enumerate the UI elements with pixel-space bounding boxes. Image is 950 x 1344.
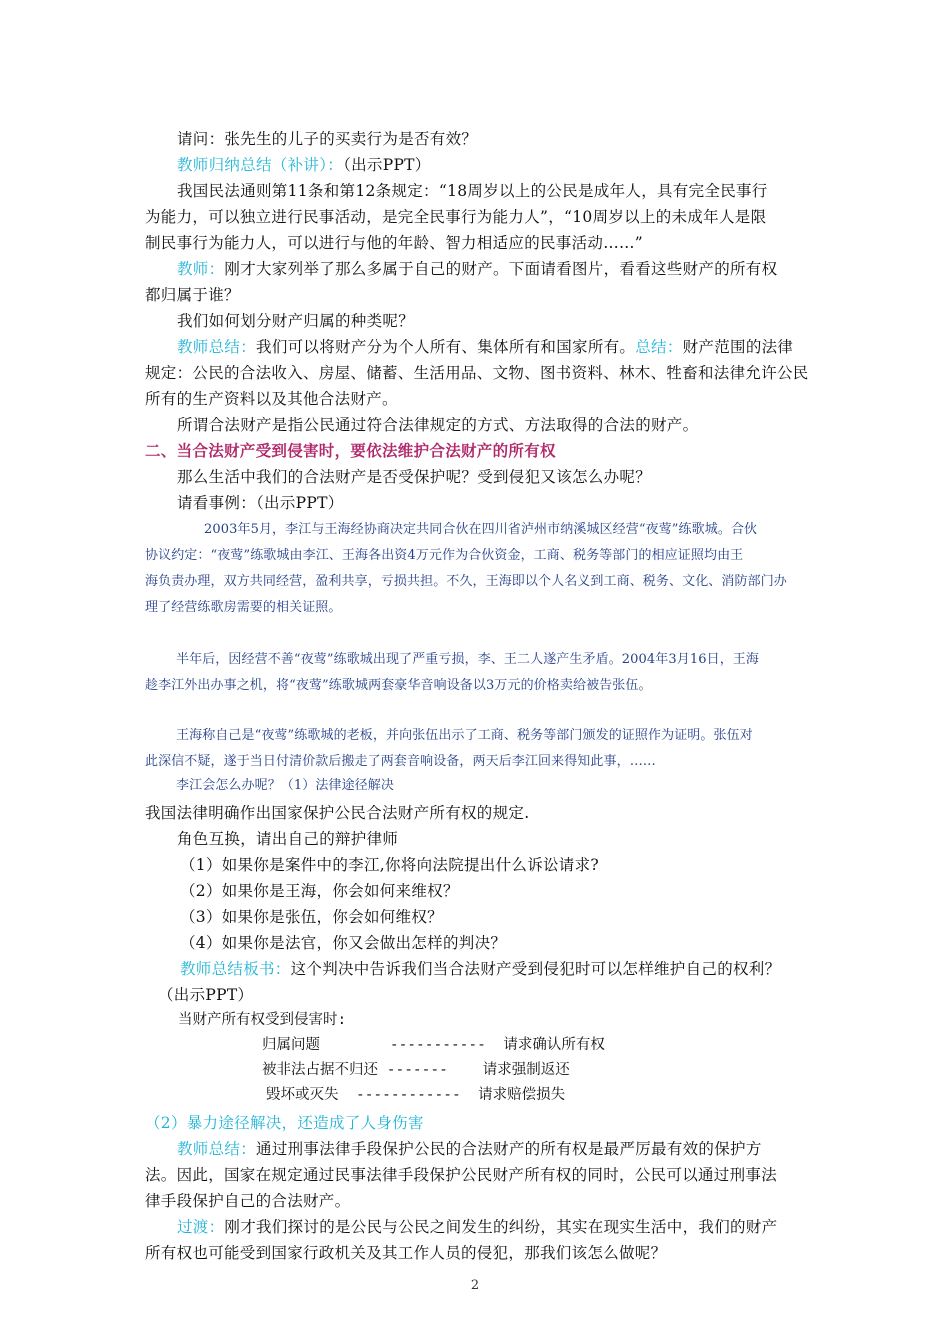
- paragraph: [177, 152, 849, 178]
- paragraph-line: 律手段保护自己的合法财产。: [145, 1192, 351, 1210]
- paragraph-line: 所有权也可能受到国家行政机关及其工作人员的侵犯，那我们该怎么做呢？: [145, 1244, 667, 1262]
- teacher-label: 教师总结：: [177, 338, 257, 356]
- paragraph-text: （出示PPT）: [343, 156, 431, 174]
- case-text: 此深信不疑，遂于当日付清价款后搬走了两套音响设备，两天后李江回来得知此事，……: [145, 754, 656, 769]
- case-text: 李江会怎么办呢？（1）法律途径解决: [176, 778, 394, 793]
- case-text: 半年后，因经营不善“夜莺”练歌城出现了严重亏损，李、王二人遂产生矛盾。2004年3月16日，王海: [176, 652, 759, 667]
- section-heading: 二、当合法财产受到侵害时，要依法维护合法财产的所有权: [145, 441, 556, 460]
- teacher-label: 教师归纳总结（补讲）：: [177, 156, 344, 174]
- paragraph-line: 角色互换，请出自己的辩护律师: [177, 830, 399, 848]
- list-item: （3）如果你是张伍，你会如何维权？: [180, 908, 443, 926]
- paragraph-line: 制民事行为能力人，可以进行与他的年龄、智力相适应的民事活动……”: [145, 234, 644, 252]
- board-line: 归属问题 ----------- 请求确认所有权: [262, 1037, 605, 1053]
- case-text: 协议约定：“夜莺”练歌城由李江、王海各出资4万元作为合伙资金，工商、税务等部门的相应证照均由王: [145, 548, 744, 563]
- board-line: 被非法占据不归还 ------- 请求强制返还: [262, 1062, 570, 1078]
- paragraph-text: 财产范围的法律: [682, 338, 794, 356]
- case-text: 趁李江外出办事之机，将“夜莺”练歌城两套豪华音响设备以3万元的价格卖给被告张伍。: [145, 678, 652, 693]
- teacher-label: 教师总结：: [177, 1140, 257, 1158]
- paragraph: [177, 256, 849, 282]
- paragraph-text: 我们可以将财产分为个人所有、集体所有和国家所有。: [256, 338, 636, 356]
- paragraph-line: 都归属于谁？: [145, 286, 240, 304]
- paragraph-line: 那么生活中我们的合法财产是否受保护呢？受到侵犯又该怎么办呢？: [177, 468, 652, 486]
- case-text: 2003年5月，李江与王海经协商决定共同合伙在四川省泸州市纳溪城区经营“夜莺”练歌城。合伙: [204, 522, 758, 537]
- paragraph-line: 我国民法通则第11条和第12条规定：“18周岁以上的公民是成年人，具有完全民事行: [177, 182, 768, 200]
- paragraph-line: 规定：公民的合法收入、房屋、储蓄、生活用品、文物、图书资料、林木、牲畜和法律允许公民: [145, 364, 809, 382]
- paragraph-line: （出示PPT）: [158, 986, 254, 1004]
- paragraph: [177, 1136, 849, 1162]
- paragraph-text: 刚才我们探讨的是公民与公民之间发生的纠纷，其实在现实生活中，我们的财产: [224, 1218, 778, 1236]
- board-heading: 当财产所有权受到侵害时:: [178, 1012, 347, 1028]
- paragraph-text: 通过刑事法律手段保护公民的合法财产的所有权是最严厉最有效的保护方: [256, 1140, 762, 1158]
- list-item: （1）如果你是案件中的李江,你将向法院提出什么诉讼请求?: [180, 856, 600, 874]
- list-item: （2）如果你是王海，你会如何来维权？: [180, 882, 459, 900]
- page-number: 2: [470, 1278, 480, 1293]
- paragraph-line: 我国法律明确作出国家保护公民合法财产所有权的规定.: [145, 804, 530, 822]
- teacher-label: 教师总结板书：: [180, 960, 291, 978]
- paragraph-line: 我们如何划分财产归属的种类呢？: [177, 312, 415, 330]
- paragraph: [177, 1214, 849, 1240]
- summary-label: 总结：: [635, 338, 683, 356]
- case-text: 王海称自己是“夜莺”练歌城的老板，并向张伍出示了工商、税务等部门颁发的证照作为证明。张伍对: [176, 728, 753, 743]
- paragraph-line: 所有的生产资料以及其他合法财产。: [145, 390, 398, 408]
- teacher-label: 教师：: [177, 260, 225, 278]
- paragraph-line: 为能力，可以独立进行民事活动，是完全民事行为能力人”，“10周岁以上的未成年人是限: [145, 208, 767, 226]
- question-line: 请问：张先生的儿子的买卖行为是否有效？: [177, 130, 478, 148]
- subsection-heading: （2）暴力途径解决，还造成了人身伤害: [145, 1114, 424, 1132]
- paragraph: [180, 956, 852, 982]
- paragraph-line: 法。因此，国家在规定通过民事法律手段保护公民财产所有权的同时，公民可以通过刑事法: [145, 1166, 778, 1184]
- case-text: 理了经营练歌房需要的相关证照。: [145, 600, 342, 615]
- paragraph-text: 刚才大家列举了那么多属于自己的财产。下面请看图片，看看这些财产的所有权: [224, 260, 778, 278]
- transition-label: 过渡：: [177, 1218, 225, 1236]
- board-line: 毁坏或灭失 ------------ 请求赔偿损失: [266, 1087, 566, 1103]
- paragraph-line: 所谓合法财产是指公民通过符合法律规定的方式、方法取得的合法的财产。: [177, 416, 699, 434]
- list-item: （4）如果你是法官，你又会做出怎样的判决？: [180, 934, 507, 952]
- paragraph-text: 这个判决中告诉我们当合法财产受到侵犯时可以怎样维护自己的权利？: [290, 960, 781, 978]
- paragraph: [177, 334, 849, 360]
- paragraph-line: 请看事例：（出示PPT）: [177, 494, 344, 512]
- case-text: 海负责办理，双方共同经营，盈利共享，亏损共担。不久，王海即以个人名义到工商、税务、文化、消防部门办: [145, 574, 787, 589]
